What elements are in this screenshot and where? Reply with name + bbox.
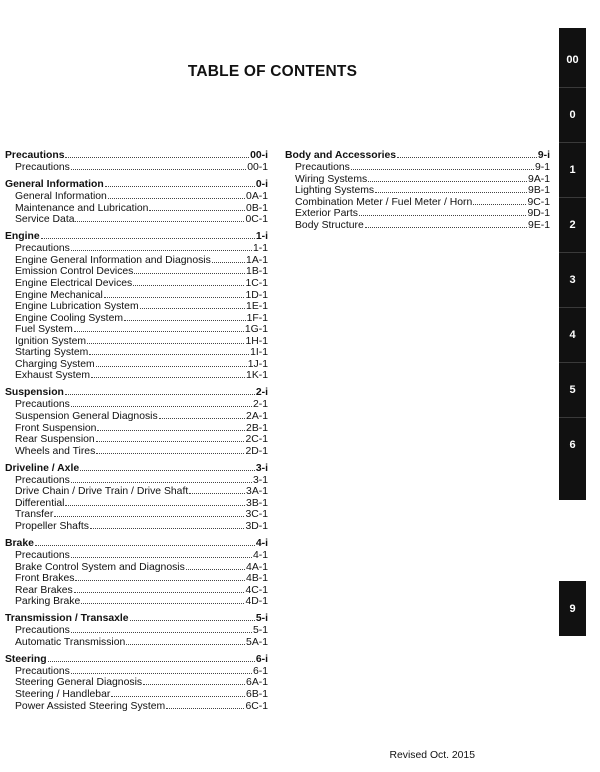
tab-00[interactable]: 00 [566,53,579,66]
dot-leader [134,266,245,274]
toc-entry-page: 2-1 [252,399,268,411]
dot-leader [71,162,246,170]
toc-entry-label: Emission Control Devices [15,266,134,278]
toc-entry-page: 2A-1 [246,410,268,422]
tab-divider [559,417,586,418]
toc-entry-page: 1G-1 [244,324,268,336]
toc-entry[interactable] [5,596,268,608]
tab-6[interactable]: 6 [569,438,576,451]
tab-divider [559,142,586,143]
toc-entry[interactable] [5,313,268,325]
dot-leader [368,174,527,182]
dot-leader [87,336,244,344]
toc-entry[interactable] [5,203,268,215]
toc-section-page: 4-i [255,537,268,549]
toc-entry-label: General Information [15,191,107,203]
dot-leader [89,347,249,355]
toc-entry[interactable] [5,498,268,510]
toc-entry-page: 9E-1 [528,219,550,231]
toc-entry-page: 4C-1 [245,584,268,596]
toc-entry-label: Precautions [15,665,70,677]
dot-leader [186,562,245,570]
dot-leader [166,701,244,709]
toc-entry[interactable] [5,399,268,411]
tab-divider [559,197,586,198]
toc-entry[interactable] [5,278,268,290]
toc-entry-page: 5A-1 [246,636,268,648]
toc-entry-page: 6C-1 [245,700,268,712]
dot-leader [75,214,244,222]
tab-3[interactable]: 3 [569,273,576,286]
toc-entry-page: 2D-1 [245,445,268,457]
toc-section-page: 6-i [255,653,268,665]
toc-entry[interactable] [5,585,268,597]
dot-leader [71,625,252,633]
toc-entry-page: 1E-1 [246,301,268,313]
toc-section-page: 3-i [255,462,268,474]
toc-entry[interactable] [5,562,268,574]
toc-entry-label: Suspension General Diagnosis [15,410,158,422]
toc-entry[interactable] [5,423,268,435]
revision-footer: Revised Oct. 2015 [389,750,475,761]
toc-entry-page: 3D-1 [245,520,268,532]
dot-leader [80,463,255,471]
toc-entry-page: 3B-1 [246,497,268,509]
toc-entry-label: Automatic Transmission [15,636,126,648]
toc-section-heading[interactable] [5,538,268,550]
toc-section [5,613,268,648]
dot-leader [65,498,245,506]
toc-entry-label: Parking Brake [15,596,81,608]
toc-entry[interactable] [285,185,550,197]
toc-entry[interactable] [5,255,268,267]
dot-leader [96,359,247,367]
toc-section [5,231,268,382]
toc-entry-label: Engine Lubrication System [15,301,139,313]
dot-leader [96,434,245,442]
toc-entry-label: Rear Suspension [15,434,95,446]
dot-leader [149,203,245,211]
tab-divider [559,252,586,253]
dot-leader [91,370,245,378]
toc-section-page: 9-i [537,150,550,161]
dot-leader [133,278,244,286]
toc-section-heading[interactable] [5,231,268,243]
toc-entry-page: 9A-1 [528,173,550,185]
toc-entry-label: Lighting Systems [295,185,375,197]
toc-entry[interactable] [5,214,268,226]
toc-entry-label: Body Structure [295,219,364,231]
toc-section-heading[interactable] [5,654,268,666]
toc-entry[interactable] [5,266,268,278]
dot-leader [159,411,245,419]
toc-entry[interactable] [285,197,550,209]
toc-entry[interactable] [5,486,268,498]
toc-entry-label: Ignition System [15,335,87,347]
dot-leader [35,538,255,546]
toc-entry-label: Steering General Diagnosis [15,677,143,689]
toc-entry-label: Fuel System [15,324,73,336]
tab-4[interactable]: 4 [569,328,576,341]
toc-entry-label: Service Data [15,214,75,226]
toc-section-heading[interactable] [285,150,550,162]
dot-leader [96,446,244,454]
dot-leader [397,150,537,158]
tab-divider [559,362,586,363]
toc-entry-page: 4B-1 [246,573,268,585]
toc-section-title: Engine [5,231,40,243]
toc-entry-label: Wheels and Tires [15,445,96,457]
toc-entry-page: 2C-1 [245,434,268,446]
toc-entry[interactable] [5,637,268,649]
toc-section-title: Driveline / Axle [5,462,80,474]
toc-entry-label: Exhaust System [15,370,91,382]
toc-entry-page: 4D-1 [245,596,268,608]
toc-entry[interactable] [5,290,268,302]
tab-divider [559,307,586,308]
toc-entry-page: 6B-1 [246,689,268,701]
toc-entry[interactable] [5,677,268,689]
toc-entry[interactable] [5,243,268,255]
toc-entry[interactable] [5,434,268,446]
dot-leader [104,290,245,298]
toc-entry-page: 9C-1 [527,196,550,208]
toc-entry[interactable] [5,359,268,371]
dot-leader [71,550,252,558]
toc-entry-page: 9-1 [534,162,550,174]
toc-section-title: Suspension [5,387,64,399]
dot-leader [126,637,245,645]
dot-leader [97,423,245,431]
toc-entry-page: 6-1 [252,665,268,677]
dot-leader [375,185,527,193]
toc-entry-label: Engine General Information and Diagnosis [15,254,211,266]
dot-leader [124,313,246,321]
toc-section-title: Transmission / Transaxle [5,613,129,625]
toc-section [5,538,268,608]
toc-section-page: 1-i [255,231,268,243]
toc-entry-page: 1B-1 [246,266,268,278]
toc-entry-page: 1A-1 [246,254,268,266]
toc-section-heading[interactable] [5,613,268,625]
toc-entry-label: Precautions [15,625,70,637]
tab-1[interactable]: 1 [569,163,576,176]
toc-entry-label: Front Suspension [15,422,97,434]
toc-entry-label: Drive Chain / Drive Train / Drive Shaft [15,486,189,498]
toc-entry[interactable] [285,208,550,220]
dot-leader [65,387,255,395]
toc-entry-label: Precautions [15,243,70,255]
dot-leader [90,521,245,529]
toc-entry-page: 0C-1 [245,214,268,226]
toc-entry-page: 1I-1 [250,347,268,359]
toc-entry[interactable] [5,701,268,713]
dot-leader [111,689,245,697]
toc-entry-page: 00-1 [247,162,268,174]
toc-section-title: General Information [5,179,104,191]
toc-entry-page: 4-1 [252,550,268,561]
toc-entry-page: 9B-1 [528,185,550,197]
toc-entry[interactable] [5,162,268,174]
toc-entry-page: 4A-1 [246,561,268,573]
toc-section-page: 00-i [250,150,268,161]
toc-entry[interactable] [5,509,268,521]
toc-entry-label: Precautions [15,399,70,411]
toc-entry[interactable] [5,666,268,678]
toc-entry-page: 0A-1 [246,191,268,203]
toc-entry-label: Precautions [295,162,350,174]
toc-entry[interactable] [285,162,550,174]
page-title: TABLE OF CONTENTS [187,63,358,80]
dot-leader [65,150,249,158]
dot-leader [74,324,244,332]
dot-leader [130,613,255,621]
toc-entry-label: Engine Cooling System [15,312,124,324]
toc-entry-label: Precautions [15,474,70,486]
toc-section-heading[interactable] [5,387,268,399]
dot-leader [71,666,252,674]
dot-leader [108,191,245,199]
toc-entry-page: 5-1 [252,625,268,637]
tab-2[interactable]: 2 [569,218,576,231]
dot-leader [351,162,534,170]
toc-entry-label: Wiring Systems [295,173,368,185]
dot-leader [143,677,245,685]
toc-entry-label: Rear Brakes [15,584,73,596]
toc-section-heading[interactable] [5,463,268,475]
toc-entry-page: 3C-1 [245,509,268,521]
toc-entry[interactable] [5,370,268,382]
dot-leader [71,399,252,407]
dot-leader [473,197,526,205]
toc-section [5,654,268,712]
toc-entry-label: Engine Electrical Devices [15,277,133,289]
dot-leader [75,573,245,581]
toc-section [5,150,268,174]
toc-entry[interactable] [5,446,268,458]
toc-entry[interactable] [5,475,268,487]
toc-entry-page: 1H-1 [245,335,268,347]
toc-section-title: Body and Accessories [285,150,397,161]
toc-entry-page: 9D-1 [527,208,550,220]
dot-leader [71,475,252,483]
toc-entry-label: Transfer [15,509,54,521]
toc-entry[interactable] [5,521,268,533]
toc-entry[interactable] [5,347,268,359]
toc-entry[interactable] [285,174,550,186]
toc-entry[interactable] [5,191,268,203]
dot-leader [365,220,527,228]
toc-entry-page: 1K-1 [246,370,268,382]
toc-entry-label: Propeller Shafts [15,520,89,532]
toc-section-heading[interactable] [5,179,268,191]
toc-section-heading[interactable] [5,150,268,162]
toc-entry-page: 0B-1 [246,202,268,214]
toc-entry-page: 1F-1 [246,312,268,324]
dot-leader [41,231,255,239]
toc-entry[interactable] [5,625,268,637]
toc-entry-label: Maintenance and Lubrication [15,202,149,214]
dot-leader [189,486,245,494]
toc-section [5,387,268,457]
dot-leader [74,585,245,593]
dot-leader [140,301,245,309]
toc-entry-label: Charging System [15,358,95,370]
dot-leader [48,654,255,662]
toc-entry-label: Exterior Parts [295,208,358,220]
dot-leader [71,243,252,251]
toc-entry[interactable] [5,573,268,585]
toc-entry[interactable] [5,324,268,336]
toc-section-page: 2-i [255,387,268,399]
toc-section [5,463,268,533]
toc-left-column [5,150,268,718]
toc-entry[interactable] [5,301,268,313]
toc-entry-label: Starting System [15,347,89,359]
toc-entry-page: 1D-1 [245,289,268,301]
dot-leader [105,179,255,187]
dot-leader [212,255,245,263]
dot-leader [359,208,527,216]
toc-entry-label: Brake Control System and Diagnosis [15,561,185,573]
toc-section [285,150,550,231]
toc-entry-label: Front Brakes [15,573,75,585]
toc-entry[interactable] [5,411,268,423]
dot-leader [81,596,244,604]
toc-entry-page: 6A-1 [246,677,268,689]
toc-entry[interactable] [5,689,268,701]
toc-section-title: Precautions [5,150,65,161]
toc-section [5,179,268,226]
toc-entry[interactable] [5,550,268,562]
toc-entry-label: Precautions [15,550,70,561]
toc-entry-label: Precautions [15,162,70,174]
toc-section-page: 5-i [255,613,268,625]
toc-entry-page: 3A-1 [246,486,268,498]
toc-entry-label: Differential [15,497,65,509]
toc-entry-label: Steering / Handlebar [15,689,111,701]
toc-entry-label: Engine Mechanical [15,289,103,301]
tab-0[interactable]: 0 [569,108,576,121]
toc-entry[interactable] [5,336,268,348]
toc-entry-page: 1-1 [252,243,268,255]
toc-entry-page: 1J-1 [247,358,268,370]
toc-entry-label: Power Assisted Steering System [15,700,166,712]
tab-divider [559,87,586,88]
toc-section-page: 0-i [255,179,268,191]
toc-entry[interactable] [285,220,550,232]
tab-9[interactable]: 9 [569,602,576,615]
toc-entry-page: 3-1 [252,474,268,486]
toc-entry-page: 2B-1 [246,422,268,434]
tab-5[interactable]: 5 [569,383,576,396]
toc-entry-label: Combination Meter / Fuel Meter / Horn [295,196,473,208]
dot-leader [54,509,244,517]
toc-right-column [285,150,550,237]
toc-entry-page: 1C-1 [245,277,268,289]
toc-section-title: Brake [5,537,34,549]
toc-section-title: Steering [5,653,47,665]
